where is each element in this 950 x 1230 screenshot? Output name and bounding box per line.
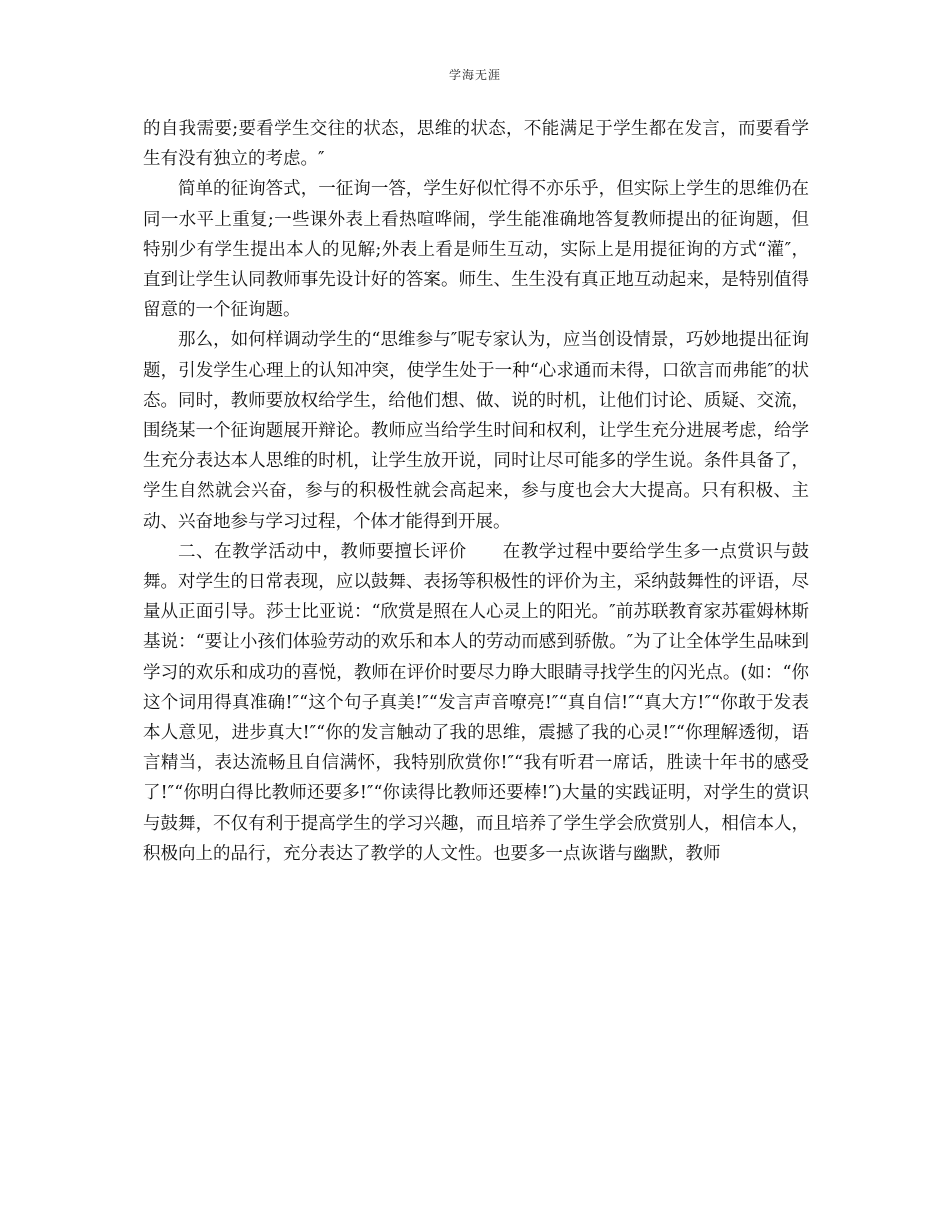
- document-body: [143, 114, 809, 869]
- page-header: 学海无涯: [448, 68, 501, 82]
- paragraph-continuation: 的自我需要;要看学生交往的状态，思维的状态，不能满足于学生都在发言，而要看学生有没有独立的考虑。″: [143, 119, 809, 170]
- paragraph-thinking-participation: 那么，如何样调动学生的“思维参与″呢专家认为，应当创设情景，巧妙地提出征询题，引发学生心理上的认知冲突，使学生处于一种“心求通而未得，口欲言而弗能″的状态。同时，教师要放权给学生，给他们想、做、说的时机，让他们讨论、质疑、交流，围绕某一个征询题展开辩论。教师应当给学生时间和权利，让学生充分进展考虑，给学生充分表达本人思维的时机，让学生放开说，同时让尽可能多的学生说。条件具备了，学生自然就会兴奋，参与的积极性就会高起来，参与度也会大大提高。只有积极、主动、兴奋地参与学习过程，个体才能得到开展。: [143, 330, 809, 532]
- paragraph-evaluation: 二、在教学活动中，教师要擅长评价 在教学过程中要给学生多一点赏识与鼓舞。对学生的日常表现，应以鼓舞、表扬等积极性的评价为主，采纳鼓舞性的评语，尽量从正面引导。莎士比亚说：“欣赏是照在人心灵上的阳光。″前苏联教育家苏霍姆林斯基说：“要让小孩们体验劳动的欢乐和本人的劳动而感到骄傲。″为了让全体学生品味到学习的欢乐和成功的喜悦，教师在评价时要尽力睁大眼睛寻找学生的闪光点。(如：“你这个词用得真准确!″“这个句子真美!″“发言声音嘹亮!″“真自信!″“真大方!″“你敢于发表本人意见，进步真大!″“你的发言触动了我的思维，震撼了我的心灵!″“你理解透彻，语言精当，表达流畅且自信满怀，我特别欣赏你!″“我有听君一席话，胜读十年书的感受了!″“你明白得比教师还要多!″“你读得比教师还要棒!″)大量的实践证明，对学生的赏识与鼓舞，不仅有利于提高学生的学习兴趣，而且培养了学生学会欣赏别人，相信本人，积极向上的品行，充分表达了教学的人文性。也要多一点诙谐与幽默，教师: [143, 541, 809, 864]
- paragraph-questioning: 简单的征询答式，一征询一答，学生好似忙得不亦乐乎，但实际上学生的思维仍在同一水平上重复;一些课外表上看热喧哗闹，学生能准确地答复教师提出的征询题，但特别少有学生提出本人的见解;外表上看是师生互动，实际上是用提征询的方式“灌″，直到让学生认同教师事先设计好的答案。师生、生生没有真正地互动起来，是特别值得留意的一个征询题。: [143, 179, 809, 321]
